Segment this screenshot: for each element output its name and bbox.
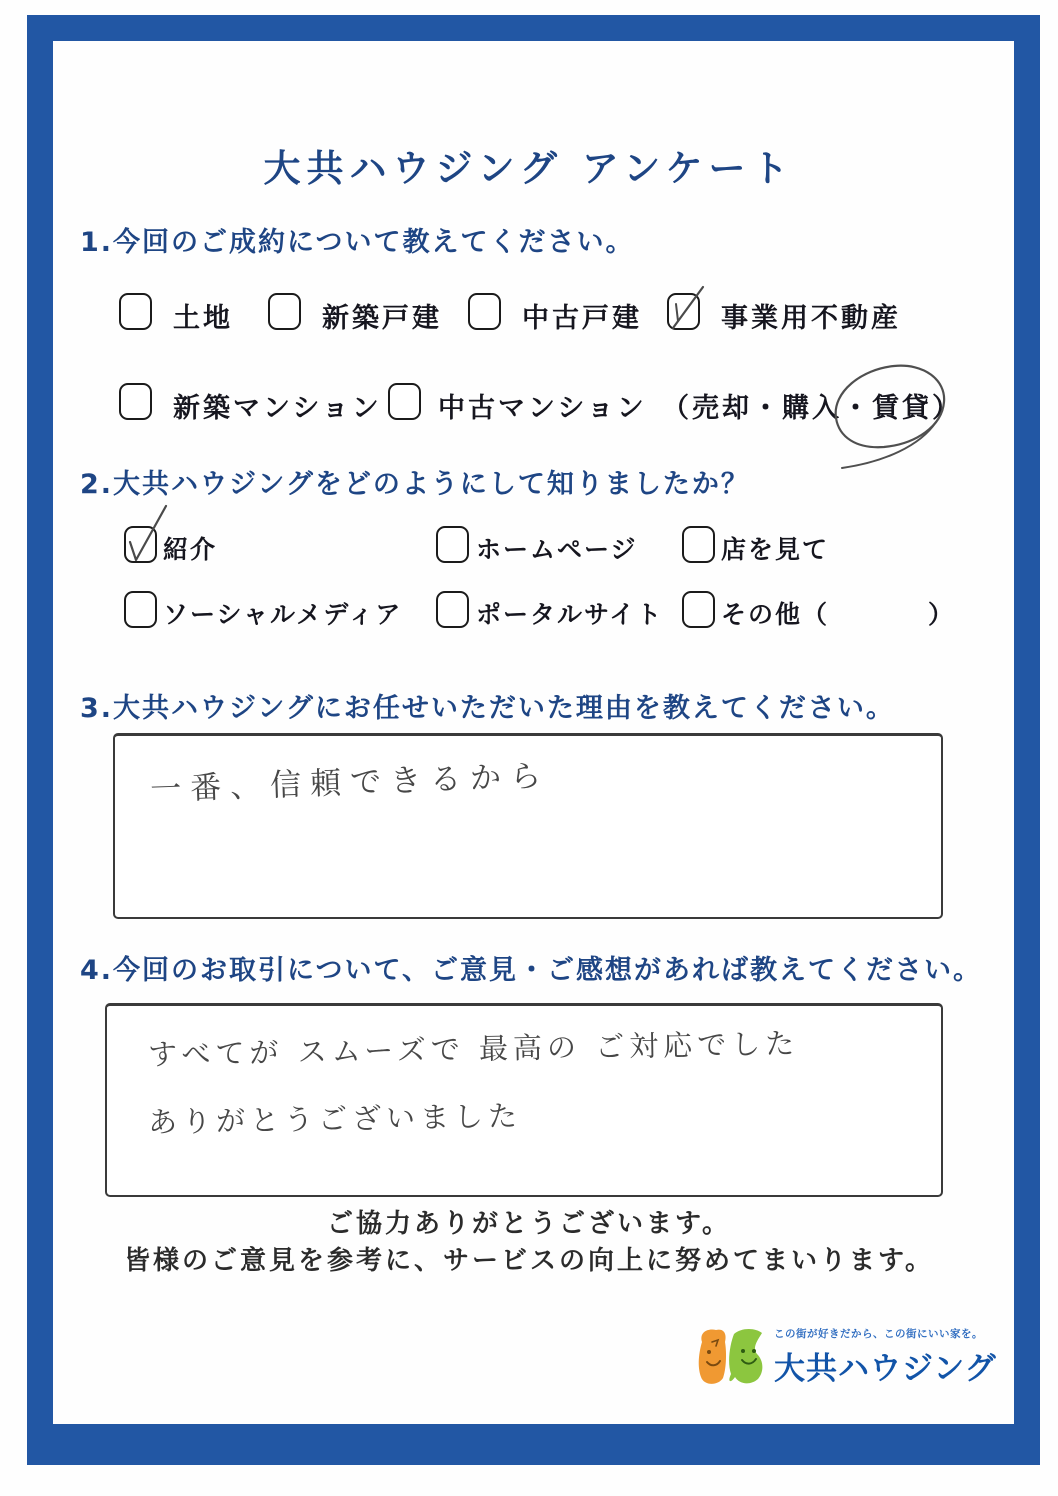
checkbox-q2-social-media [124,591,157,628]
logo-company-name: 大共ハウジング [774,1351,997,1387]
survey-title: 大共ハウジング アンケート [263,147,795,190]
option-label-q2-referral: 紹介 [163,535,218,564]
question-3-heading: 3.大共ハウジングにお任せいただいた理由を教えてください。 [80,693,895,724]
option-label-q1-used-house: 中古戸建 [522,303,642,334]
question-1-heading: 1.今回のご成約について教えてください。 [80,227,635,258]
q4-handwritten-answer-line2: ありがとうございました [147,1098,523,1140]
q4-handwritten-answer-line1: すべてが スムーズで 最高の ご対応でした [147,1026,800,1072]
question-2-heading: 2.大共ハウジングをどのようにして知りましたか？ [80,469,750,500]
option-label-q2-portal-site: ポータルサイト [476,600,664,629]
option-label-q1-new-house: 新築戸建 [322,303,442,334]
option-label-q2-saw-store: 店を見て [721,535,830,564]
option-label-q2-other-close-paren: ） [928,600,956,629]
handwritten-circle-around-chintai [818,356,960,472]
option-label-q2-social-media: ソーシャルメディア [163,600,403,629]
option-label-q2-other: その他（ [721,600,830,629]
logo-text-block [774,1326,997,1388]
checkbox-q2-other [682,591,715,628]
option-label-q1-land: 土地 [173,303,233,334]
option-label-q1-new-condo: 新築マンション [173,393,382,424]
deal-type-note-prefix: （売却・購入・ [662,393,872,424]
checkbox-q1-land [119,293,152,330]
option-label-q2-homepage: ホームページ [476,535,638,564]
footer-improvement-line: 皆様のご意見を参考に、サービスの向上に努めてまいります。 [124,1246,934,1276]
question-4-heading: 4.今回のお取引について、ご意見・ご感想があれば教えてください。 [80,955,982,986]
checkbox-q2-saw-store [682,526,715,563]
checkbox-q1-new-house [268,293,301,330]
footer-thanks-line: ご協力ありがとうございます。 [327,1209,731,1239]
mascot-characters-icon [694,1326,774,1390]
option-label-q1-business-property: 事業用不動産 [721,303,901,334]
checkbox-q1-used-house [468,293,501,330]
checkbox-q2-portal-site [436,591,469,628]
deal-type-note-circled-value: 賃貸 [872,393,932,424]
company-logo [690,1320,997,1404]
checkbox-q2-homepage [436,526,469,563]
option-label-q1-used-condo: 中古マンション [438,393,647,424]
logo-tagline: この街が好きだから、この街にいい家を。 [774,1328,983,1340]
handwritten-checkmark-q1-business-property [662,280,712,336]
deal-type-note-suffix: ） [932,393,962,424]
checkbox-q1-new-condo [119,383,152,420]
checkbox-q1-used-condo [388,383,421,420]
q3-handwritten-answer: 一番、信頼できるから [149,758,551,808]
